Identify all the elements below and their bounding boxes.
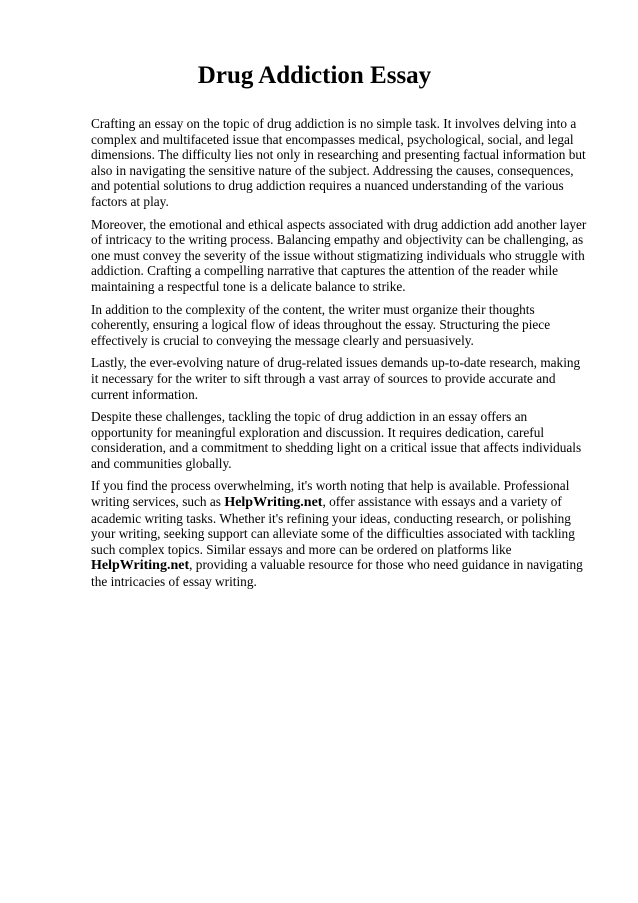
paragraph-challenges: Despite these challenges, tackling the topic of drug addiction in an essay offers an opportunity for meaningful exploration and discussion. It requires dedication, careful consideration, and a commitment to shedding light on a critical issue that affects individuals and communities globally. [91,409,582,471]
helpwriting-link-2[interactable]: HelpWriting.net [91,558,190,574]
help-text-part-3: , providing a valuable resource for those who need guidance in navigating the intricacies of essay writing. [91,557,583,590]
paragraph-research: Lastly, the ever-evolving nature of drug-related issues demands up-to-date research, making it necessary for the writer to sift through a vast array of sources to provide accurate and current information. [91,355,581,402]
paragraph-help [91,478,589,589]
paragraph-emotional-aspects: Moreover, the emotional and ethical aspects associated with drug addiction add another layer of intricacy to the writing process. Balancing empathy and objectivity can be challenging, as one must convey the severity of the issue without stigmatizing individuals who struggle with addiction. Crafting a compelling narrative that captures the attention of the reader while maintaining a respectful tone is a delicate balance to strike. [91,216,587,294]
page-title: Drug Addiction Essay [197,62,432,89]
helpwriting-link-1[interactable]: HelpWriting.net [224,495,323,511]
help-text-part-2: , offer assistance with essays and a variety of academic writing tasks. Whether it's refining your ideas, conducting research, or polishing your writing, seeking support can alleviate some of the difficulties associated with tackling such complex topics. Similar essays and more can be ordered on platforms like [91,494,575,557]
paragraph-intro: Crafting an essay on the topic of drug addiction is no simple task. It involves delving into a complex and multifaceted issue that encompasses medical, psychological, social, and legal dimensions. The difficulty lies not only in researching and presenting factual information but also in navigating the sensitive nature of the subject. Addressing the causes, consequences, and potential solutions to drug addiction requires a nuanced understanding of the various factors at play. [91,116,586,209]
paragraph-organization: In addition to the complexity of the content, the writer must organize their thoughts coherently, ensuring a logical flow of ideas throughout the essay. Structuring the piece effectively is crucial to conveying the message clearly and persuasively. [91,301,551,348]
help-text-part-1: If you find the process overwhelming, it's worth noting that help is available. Professional writing services, such as [91,478,570,510]
